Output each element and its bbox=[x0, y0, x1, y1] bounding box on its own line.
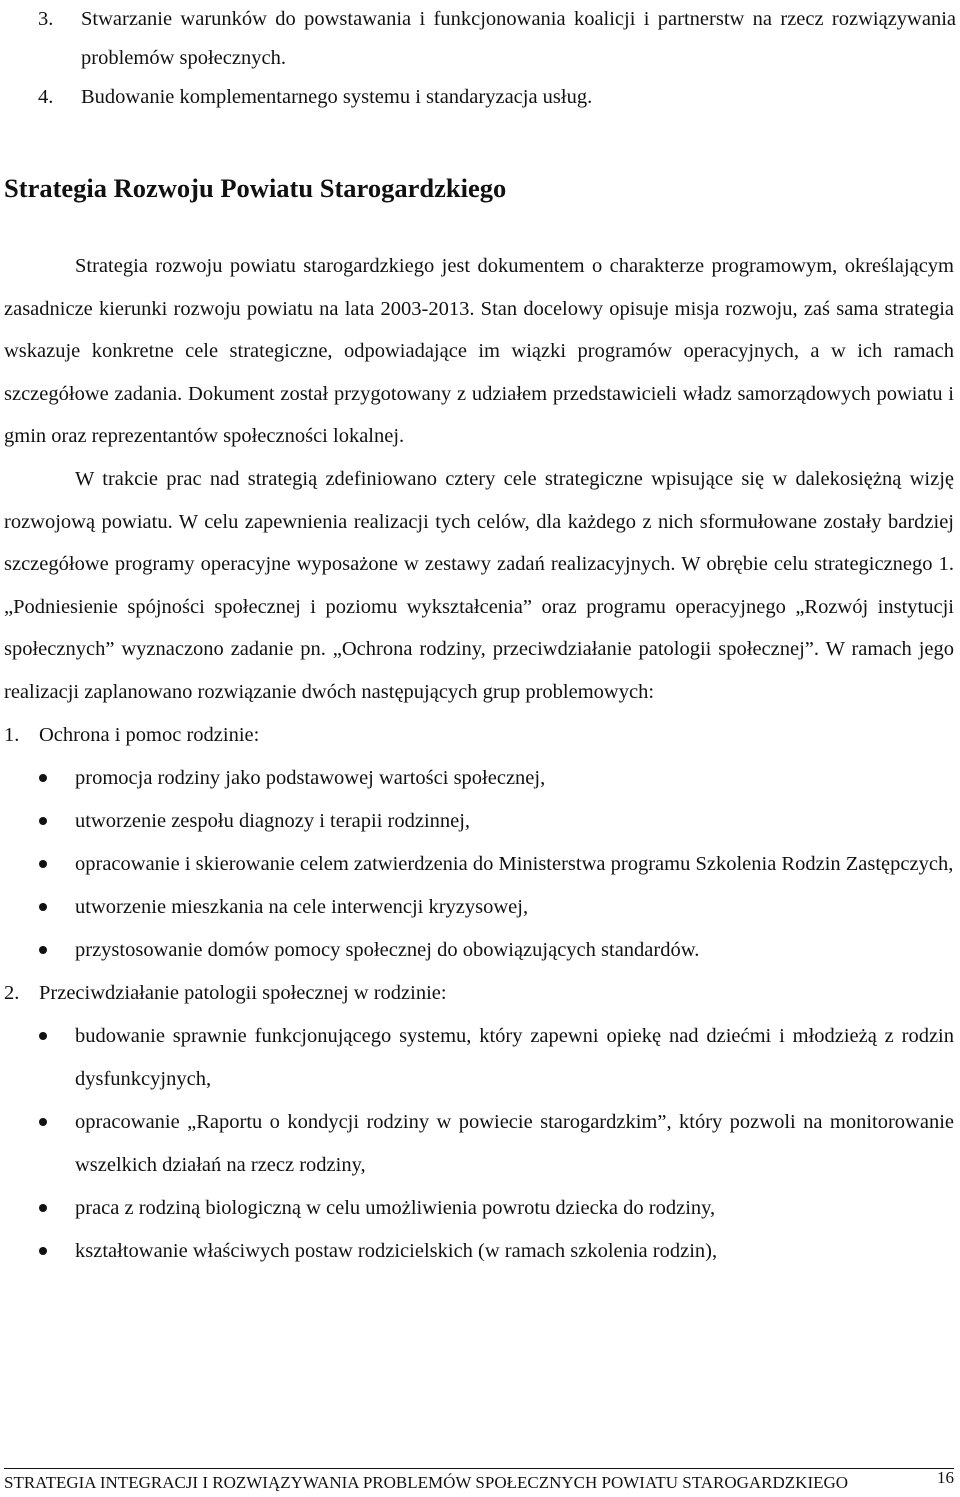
bullet-text: opracowanie „Raportu o kondycji rodziny w powiecie starogardzkim”, który pozwoli na monitorowanie wszelkich działań na rzecz rodziny, bbox=[75, 1110, 954, 1176]
bullet-icon bbox=[39, 774, 47, 782]
bullet-text: budowanie sprawnie funkcjonującego systemu, który zapewni opiekę nad dziećmi i młodzieżą z rodzin dysfunkcyjnych, bbox=[75, 1024, 954, 1090]
bullet-item bbox=[4, 757, 954, 800]
problem-group-title bbox=[4, 972, 954, 1015]
list-item-text: Stwarzanie warunków do powstawania i funkcjonowania koalicji i partnerstw na rzecz rozwiązywania problemów społecznych. bbox=[81, 8, 956, 69]
group-title-text: Przeciwdziałanie patologii społecznej w rodzinie: bbox=[39, 981, 447, 1004]
section-heading: Strategia Rozwoju Powiatu Starogardzkiego bbox=[4, 173, 507, 203]
bullet-text: opracowanie i skierowanie celem zatwierdzenia do Ministerstwa programu Szkolenia Rodzin Zastępczych, bbox=[75, 852, 954, 875]
list-number: 4. bbox=[38, 86, 54, 108]
bullet-icon bbox=[39, 903, 47, 911]
footer-title: STRATEGIA INTEGRACJI I ROZWIĄZYWANIA PROBLEMÓW SPOŁECZNYCH POWIATU STAROGARDZKIEGO bbox=[4, 1473, 849, 1492]
problem-group bbox=[4, 714, 954, 972]
list-number: 3. bbox=[38, 8, 54, 30]
bullet-text: praca z rodziną biologiczną w celu umożliwienia powrotu dziecka do rodziny, bbox=[75, 1196, 716, 1219]
bullet-item bbox=[4, 1230, 954, 1273]
page-footer bbox=[4, 1468, 954, 1495]
bullet-icon bbox=[39, 1118, 47, 1126]
intro-list-item bbox=[0, 0, 956, 78]
bullet-text: utworzenie zespołu diagnozy i terapii rodzinnej, bbox=[75, 809, 471, 832]
group-number: 2. bbox=[4, 981, 20, 1004]
bullet-icon bbox=[39, 1204, 47, 1212]
bullet-list bbox=[4, 1015, 954, 1273]
bullet-item bbox=[4, 843, 954, 886]
bullet-text: przystosowanie domów pomocy społecznej do obowiązujących standardów. bbox=[75, 938, 700, 961]
bullet-icon bbox=[39, 817, 47, 825]
bullet-icon bbox=[39, 1247, 47, 1255]
bullet-icon bbox=[39, 946, 47, 954]
bullet-text: kształtowanie właściwych postaw rodzicielskich (w ramach szkolenia rodzin), bbox=[75, 1239, 718, 1262]
bullet-item bbox=[4, 929, 954, 972]
bullet-list bbox=[4, 757, 954, 972]
paragraph: Strategia rozwoju powiatu starogardzkiego jest dokumentem o charakterze programowym, określającym zasadnicze kierunki rozwoju powiatu na lata 2003-2013. Stan docelowy opisuje misja rozwoju, zaś sama strategia wskazuje konkretne cele strategiczne, odpowiadające im wiązki programów operacyjnych, a w ich ramach szczegółowe zadania. Dokument został przygotowany z udziałem przedstawicieli władz samorządowych powiatu i gmin oraz reprezentantów społeczności lokalnej. bbox=[4, 255, 954, 448]
bullet-item bbox=[4, 1187, 954, 1230]
problem-group bbox=[4, 972, 954, 1273]
intro-numbered-list bbox=[0, 0, 956, 117]
bullet-text: promocja rodziny jako podstawowej wartości społecznej, bbox=[75, 766, 546, 789]
bullet-icon bbox=[39, 1032, 47, 1040]
page-number: 16 bbox=[937, 1468, 954, 1487]
bullet-item bbox=[4, 886, 954, 929]
bullet-icon bbox=[39, 860, 47, 868]
intro-list-item bbox=[0, 78, 956, 117]
bullet-text: utworzenie mieszkania na cele interwencji kryzysowej, bbox=[75, 895, 529, 918]
problem-group-title bbox=[4, 714, 954, 757]
list-item-text: Budowanie komplementarnego systemu i standaryzacja usług. bbox=[81, 86, 593, 108]
bullet-item bbox=[4, 1101, 954, 1187]
group-title-text: Ochrona i pomoc rodzinie: bbox=[39, 723, 260, 746]
paragraph: W trakcie prac nad strategią zdefiniowano cztery cele strategiczne wpisujące się w dalekosiężną wizję rozwojową powiatu. W celu zapewnienia realizacji tych celów, dla każdego z nich sformułowane zostały bardziej szczegółowe programy operacyjne wyposażone w zestawy zadań realizacyjnych. W obrębie celu strategicznego 1. „Podniesienie spójności społecznej i poziomu wykształcenia” oraz programu operacyjnego „Rozwój instytucji społecznych” wyznaczono zadanie pn. „Ochrona rodziny, przeciwdziałanie patologii społecznej”. W ramach jego realizacji zaplanowano rozwiązanie dwóch następujących grup problemowych: bbox=[4, 467, 954, 703]
document-body bbox=[4, 245, 954, 1273]
bullet-item bbox=[4, 800, 954, 843]
group-number: 1. bbox=[4, 723, 20, 746]
bullet-item bbox=[4, 1015, 954, 1101]
